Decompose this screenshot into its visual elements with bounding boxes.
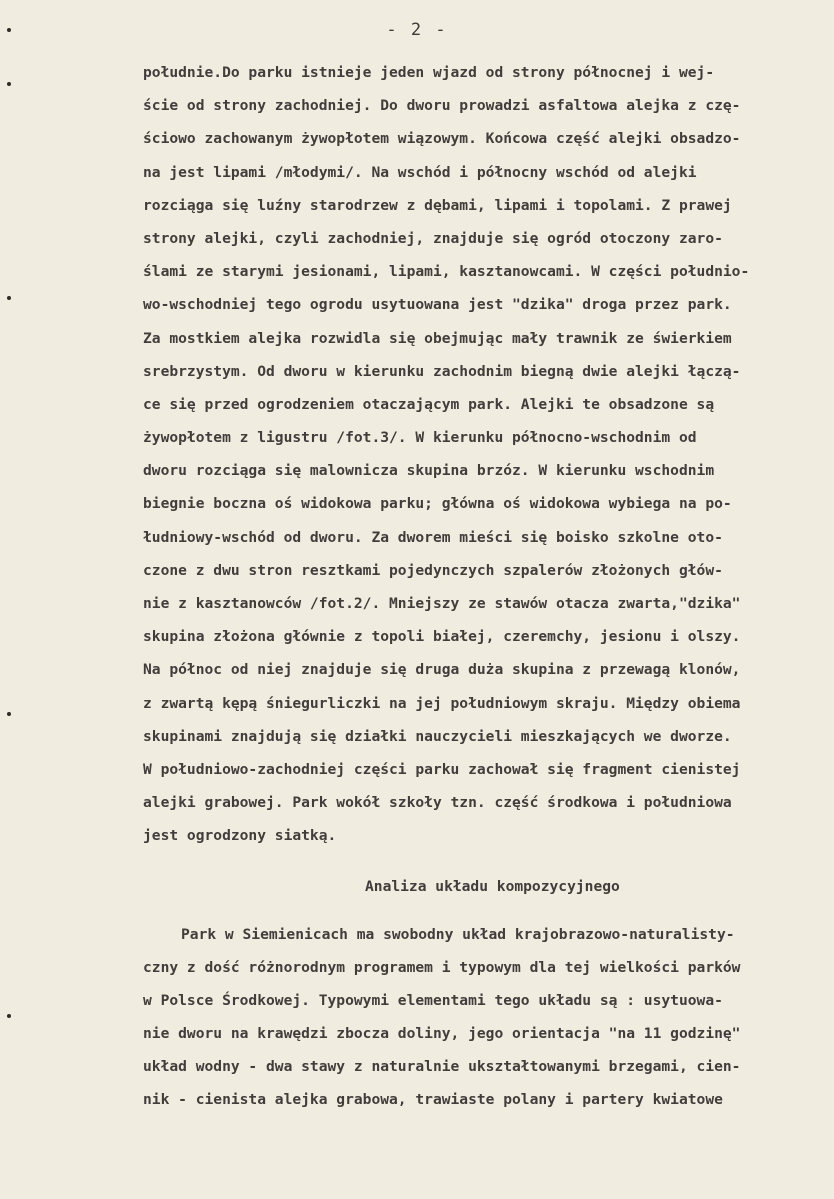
- text-line: w Polsce Środkowej. Typowymi elementami tego układu są : usytuowa-: [143, 991, 723, 1009]
- text-line: Za mostkiem alejka rozwidla się obejmując mały trawnik ze świerkiem: [143, 329, 732, 347]
- punch-hole-mark: [7, 712, 11, 716]
- text-line: nie dworu na krawędzi zbocza doliny, jego orientacja "na 11 godzinę": [143, 1025, 741, 1043]
- punch-hole-mark: [7, 296, 11, 300]
- text-line: ce się przed ogrodzeniem otaczającym park. Alejki te obsadzone są: [143, 395, 715, 413]
- text-line: W południowo-zachodniej części parku zachował się fragment cienistej: [143, 760, 741, 778]
- text-line: na jest lipami /młodymi/. Na wschód i północny wschód od alejki: [143, 163, 697, 181]
- punch-hole-mark: [7, 1014, 11, 1018]
- text-line: ślami ze starymi jesionami, lipami, kasztanowcami. W części południo-: [143, 263, 750, 281]
- text-line: nie z kasztanowców /fot.2/. Mniejszy ze stawów otacza zwarta,"dzika": [143, 595, 741, 612]
- paragraph-1: [143, 56, 833, 853]
- text-line: jest ogrodzony siatką.: [143, 827, 337, 845]
- text-line: alejki grabowej. Park wokół szkoły tzn. część środkowa i południowa: [143, 794, 732, 812]
- text-line: łudniowy-wschód od dworu. Za dworem mieści się boisko szkolne oto-: [143, 528, 723, 546]
- text-line: biegnie boczna oś widokowa parku; główna oś widokowa wybiega na po-: [143, 495, 732, 513]
- punch-hole-mark: [7, 82, 11, 86]
- text-line: dworu rozciąga się malownicza skupina brzóz. W kierunku wschodnim: [143, 462, 715, 480]
- text-line: czny z dość różnorodnym programem i typowym dla tej wielkości parków: [143, 958, 741, 976]
- text-line: żywopłotem z ligustru /fot.3/. W kierunku północno-wschodnim od: [143, 429, 697, 447]
- text-line: czone z dwu stron resztkami pojedynczych szpalerów złożonych głów-: [143, 561, 723, 579]
- text-line: skupina złożona głównie z topoli białej, czeremchy, jesionu i olszy.: [143, 628, 741, 646]
- text-line: srebrzystym. Od dworu w kierunku zachodnim biegną dwie alejki łączą-: [143, 362, 741, 380]
- text-line: z zwartą kępą śniegurliczki na jej południowym skraju. Między obiema: [143, 694, 741, 712]
- text-line: Na północ od niej znajduje się druga duża skupina z przewagą klonów,: [143, 661, 741, 679]
- paragraph-2: [143, 918, 833, 1117]
- text-line: skupinami znajdują się działki nauczycieli mieszkających we dworze.: [143, 727, 732, 745]
- text-line: układ wodny - dwa stawy z naturalnie ukształtowanymi brzegami, cien-: [143, 1058, 741, 1076]
- text-line: ście od strony zachodniej. Do dworu prowadzi asfaltowa alejka z czę-: [143, 97, 741, 115]
- text-line: nik - cienista alejka grabowa, trawiaste polany i partery kwiatowe: [143, 1091, 723, 1109]
- text-line: strony alejki, czyli zachodniej, znajduje się ogród otoczony zaro-: [143, 229, 723, 247]
- text-line: Park w Siemienicach ma swobodny układ krajobrazowo-naturalisty-: [181, 925, 735, 943]
- body-text: [143, 56, 833, 1117]
- text-line: wo-wschodniej tego ogrodu usytuowana jest "dzika" droga przez park.: [143, 296, 732, 314]
- text-line: południe.Do parku istnieje jeden wjazd od strony północnej i wej-: [143, 64, 715, 81]
- section-heading: Analiza układu kompozycyjnego: [365, 877, 620, 895]
- text-line: rozciąga się luźny starodrzew z dębami, lipami i topolami. Z prawej: [143, 196, 732, 214]
- page-number: - 2 -: [386, 20, 448, 40]
- text-line: ściowo zachowanym żywopłotem wiązowym. Końcowa część alejki obsadzo-: [143, 130, 741, 148]
